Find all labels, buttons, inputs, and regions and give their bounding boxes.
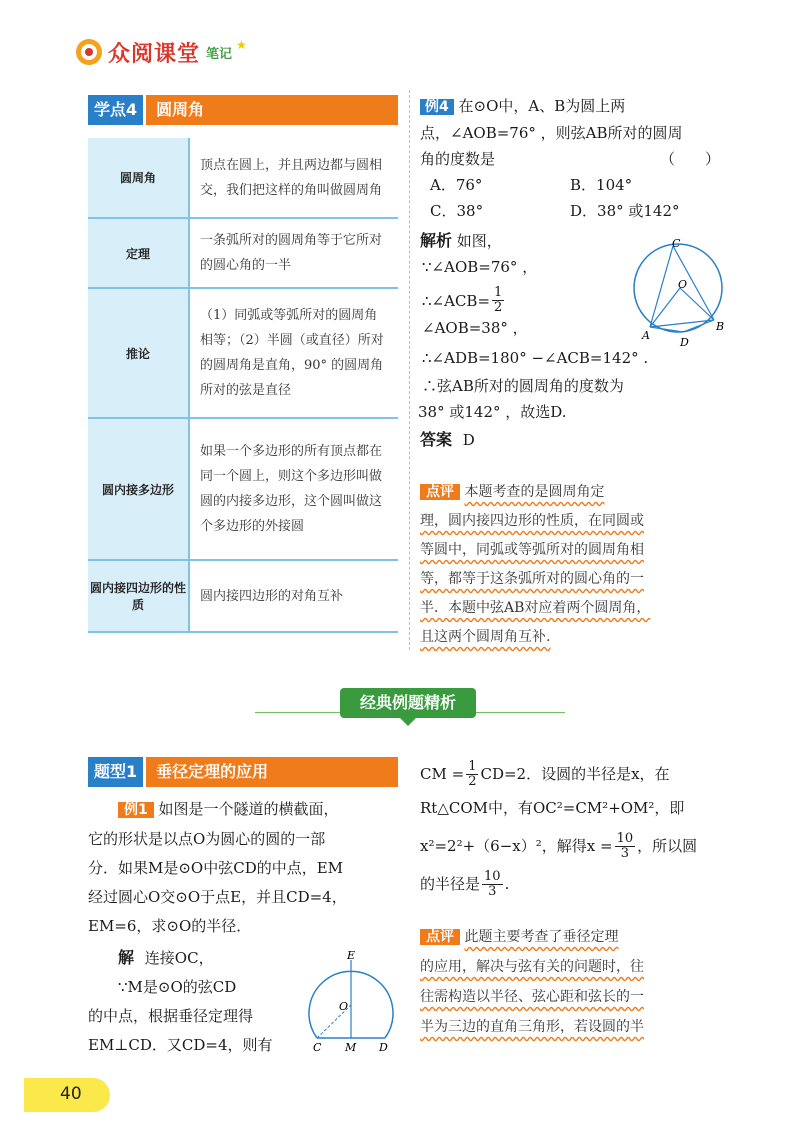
review-line: 等圆中，同弧或等弧所对的圆周角相 (420, 542, 644, 558)
label-c: C (672, 238, 681, 250)
table-value: 一条弧所对的圆周角等于它所对的圆心角的一半 (189, 218, 398, 288)
fraction-numerator: 10 (616, 830, 634, 846)
table-key: 圆内接多边形 (88, 418, 189, 560)
table-row (88, 218, 398, 288)
solution-intro: 如图， (456, 232, 502, 250)
logo-text: 众阅课堂 (108, 41, 201, 67)
question-line: 在⊙O中，A、B为圆上两 (458, 97, 626, 115)
table-key: 定理 (88, 218, 189, 288)
solution-line: EM⊥CD．又CD=4，则有 (88, 1036, 273, 1054)
label-m: M (345, 1041, 357, 1054)
section-title: 垂径定理的应用 (143, 757, 398, 787)
fraction-numerator: 1 (494, 285, 503, 300)
knowledge-table (88, 138, 398, 633)
banner-tip (400, 718, 416, 726)
table-row (88, 288, 398, 418)
logo (74, 32, 247, 72)
review-line: 理，圆内接四边形的性质，在同圆或 (420, 513, 644, 529)
solution-line: 的中点，根据垂径定理得 (88, 1007, 254, 1025)
table-key: 圆内接四边形的性质 (88, 560, 189, 632)
logo-subtext: 笔记 (206, 46, 233, 62)
section-tag: 题型1 (88, 757, 143, 787)
column-divider (409, 90, 410, 650)
label-d: D (680, 336, 689, 349)
table-value: （1）同弧或等弧所对的圆周角相等；（2）半圆（或直径）所对的圆周角是直角，90° 的圆周角所对的弦是直径 (189, 288, 398, 418)
solution-step: 38° 或142° ，故选D. (418, 403, 567, 421)
option-c: C．38° (430, 202, 484, 220)
review-line: 本题考查的是圆周角定 (464, 484, 605, 500)
review-line: 的应用，解决与弦有关的问题时，往 (420, 959, 644, 975)
solution-label: 解 (118, 948, 135, 967)
fraction-denominator: 2 (468, 773, 477, 789)
question-line: EM=6，求⊙O的半径． (88, 917, 252, 935)
label-c: C (313, 1041, 322, 1054)
table-value: 如果一个多边形的所有顶点都在同一个圆上，则这个多边形叫做圆的内接多边形，这个圆叫做这个多边形的外接圆 (189, 418, 398, 560)
table-row (88, 560, 398, 632)
example-badge: 例4 (420, 99, 454, 115)
fraction-numerator: 10 (484, 868, 501, 884)
fraction (492, 286, 504, 315)
solution-line: x²=2²+（6−x）²，解得x = (420, 837, 613, 855)
solution-intro: 连接OC， (144, 949, 214, 967)
solution-label: 解析 (420, 231, 453, 250)
question-line: 点，∠AOB=76° ，则弦AB所对的圆周 (420, 124, 683, 142)
label-e: E (347, 950, 356, 962)
section-title: 圆周角 (143, 95, 398, 125)
review-line: 往需构造以半径、弦心距和弦长的一 (420, 989, 644, 1005)
label-a: A (642, 329, 650, 342)
solution-line: Rt△COM中，有OC²=CM²+OM²，即 (420, 799, 685, 817)
label-b: B (716, 320, 725, 333)
solution-step: ∵∠AOB=76° ， (422, 258, 538, 276)
solution-step: ∠AOB=38° ， (422, 319, 528, 337)
table-row (88, 418, 398, 560)
option-a: A．76° (430, 176, 483, 194)
review-badge: 点评 (420, 929, 460, 945)
table-key: 推论 (88, 288, 189, 418)
table-row (88, 138, 398, 218)
fraction-denominator: 2 (494, 300, 503, 315)
table-value: 顶点在圆上，并且两边都与圆相交，我们把这样的角叫做圆周角 (189, 138, 398, 218)
fraction-numerator: 1 (468, 758, 477, 774)
example-badge: 例1 (118, 802, 154, 818)
review-badge: 点评 (420, 484, 460, 500)
question-line: 经过圆心O交⊙O于点E，并且CD=4， (88, 888, 347, 906)
fraction-denominator: 3 (488, 883, 497, 899)
logo-swirl-icon (74, 37, 104, 67)
example1-review (420, 922, 745, 1042)
label-o: O (678, 278, 688, 291)
option-d: D．38° 或142° (570, 202, 680, 220)
tunnel-figure-ex1 (305, 950, 400, 1055)
question-line: 分．如果M是⊙O中弦CD的中点，EM (88, 859, 344, 877)
table-value: 圆内接四边形的对角互补 (189, 560, 398, 632)
fraction (615, 832, 636, 861)
fraction (482, 870, 503, 899)
solution-line: ∵M是⊙O的弦CD (118, 978, 237, 996)
answer-label: 答案 (420, 430, 453, 449)
review-line: 等，都等于这条弧所对的圆心角的一 (420, 571, 644, 587)
page-number-tab (24, 1078, 110, 1112)
question-line: 如图是一个隧道的横截面， (158, 800, 339, 818)
star-icon: ★ (236, 38, 247, 52)
section-header-2 (88, 757, 398, 787)
solution-line: ，所以圆 (637, 837, 698, 855)
solution-line: CM = (420, 765, 465, 783)
option-b: B．104° (570, 176, 633, 194)
fraction (466, 760, 478, 789)
answer-paren: （ ） (659, 150, 720, 168)
fraction-denominator: 3 (620, 845, 629, 861)
section-tag: 学点4 (88, 95, 143, 125)
review-line: 且这两个圆周角互补. (420, 629, 551, 645)
solution-step: ∴弦AB所对的圆周角的度数为 (422, 377, 624, 395)
label-d: D (379, 1041, 388, 1054)
question-line: 它的形状是以点O为圆心的圆的一部 (88, 830, 326, 848)
page-number: 40 (60, 1084, 82, 1104)
review-line: 半．本题中弦AB对应着两个圆周角， (420, 600, 651, 616)
answer-value: D (462, 431, 475, 449)
solution-step: ∴∠ACB= (422, 291, 491, 310)
label-o: O (339, 1000, 349, 1013)
solution-line: CD=2．设圆的半径是x，在 (480, 765, 670, 783)
solution-line: 的半径是 (420, 875, 481, 893)
section-header-1 (88, 95, 398, 125)
solution-step: ∴∠ADB=180° −∠ACB=142° . (422, 349, 649, 367)
example1-solution-cont (420, 757, 745, 901)
review-line: 半为三边的直角三角形，若设圆的半 (420, 1019, 644, 1035)
solution-line: . (504, 875, 510, 893)
circle-figure-ex4 (628, 238, 728, 353)
table-key: 圆周角 (88, 138, 189, 218)
example4-review (420, 478, 740, 652)
question-line: 角的度数是 (420, 150, 496, 168)
section-banner: 经典例题精析 (340, 688, 476, 718)
review-line: 此题主要考查了垂径定理 (464, 929, 619, 945)
